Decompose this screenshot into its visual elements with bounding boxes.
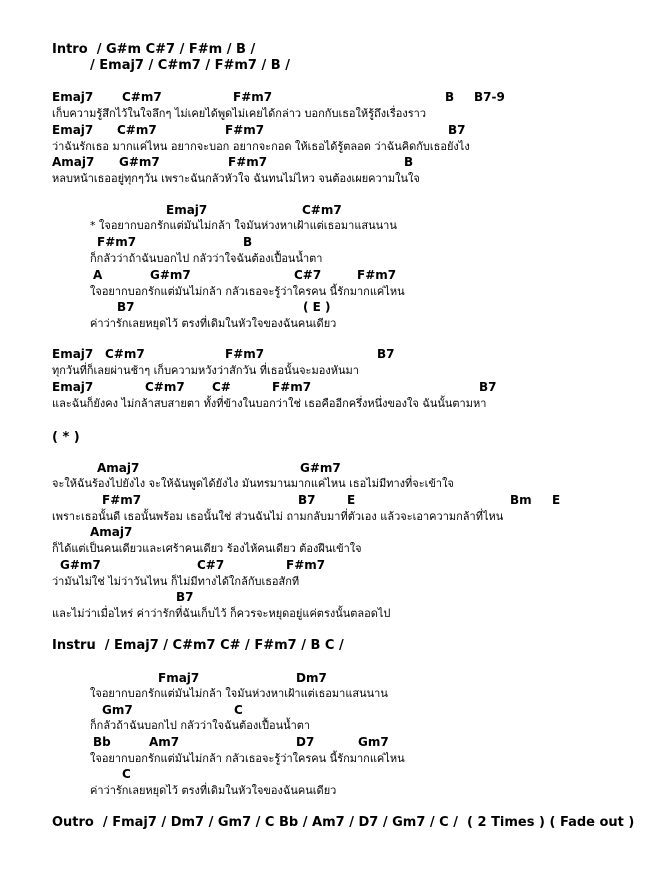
chord-line bbox=[0, 591, 666, 605]
lyric-line: ใจอยากบอกรักแต่มันไม่กล้า ใจมันห่วงหาเฝ้าแต่เธอมาแสนนาน bbox=[90, 687, 388, 700]
chord: Emaj7 bbox=[52, 123, 94, 137]
chord: F#m7 bbox=[357, 268, 397, 282]
chord-line bbox=[0, 348, 666, 362]
chord: Emaj7 bbox=[52, 90, 94, 104]
chord: B bbox=[445, 90, 455, 104]
chord-line bbox=[0, 768, 666, 782]
chord: B7 bbox=[479, 380, 497, 394]
chord: D7 bbox=[296, 735, 315, 749]
chord: Emaj7 bbox=[166, 203, 208, 217]
chord: C#7 bbox=[294, 268, 322, 282]
lyric-line: ก็กลัวถ้าฉันบอกไป กลัวว่าใจฉันต้องเปื้อนน้ำตา bbox=[90, 719, 311, 732]
lyric-line: และฉันก็ยังคง ไม่กล้าสบสายตา ทั้งที่ข้างในบอกว่าใช่ เธอคืออีกครึ่งหนึ่งของใจ ฉันนั้นตามหา bbox=[52, 397, 487, 410]
chord-line bbox=[0, 124, 666, 138]
chord: B bbox=[404, 155, 414, 169]
chord-line bbox=[0, 91, 666, 105]
chord: C bbox=[122, 767, 131, 781]
chord-line bbox=[0, 301, 666, 315]
chord: C#m7 bbox=[302, 203, 342, 217]
chord: Bm bbox=[510, 493, 532, 507]
chord-line bbox=[0, 269, 666, 283]
chord: F#m7 bbox=[228, 155, 268, 169]
chord: Am7 bbox=[149, 735, 180, 749]
lyric-line: ทุกวันที่ก็เลยผ่านช้าๆ เก็บความหวังว่าสักวัน ที่เธอนั้นจะมองหันมา bbox=[52, 364, 359, 377]
chord-line bbox=[0, 672, 666, 686]
chord: Emaj7 bbox=[52, 380, 94, 394]
chord-line bbox=[0, 236, 666, 250]
chord: G#m7 bbox=[300, 461, 341, 475]
chord-line bbox=[0, 494, 666, 508]
chord: G#m7 bbox=[60, 558, 101, 572]
chord: F#m7 bbox=[272, 380, 312, 394]
chord: Amaj7 bbox=[52, 155, 95, 169]
chord: Gm7 bbox=[358, 735, 389, 749]
chord-line bbox=[0, 704, 666, 718]
chord: Fmaj7 bbox=[158, 671, 200, 685]
intro-line-2: / Emaj7 / C#m7 / F#m7 / B / bbox=[90, 58, 290, 73]
lyric-line: ว่ามันไม่ใช่ ไม่ว่าวันไหน ก็ไม่มีทางได้ใกล้กับเธอสักที bbox=[52, 575, 300, 588]
chord: F#m7 bbox=[225, 347, 265, 361]
lyric-line: เพราะเธอนั้นดี เธอนั้นพร้อม เธอนั้นใช่ ส่วนฉันไม่ ถามกลับมาที่ตัวเอง แล้วจะเอาความกล้าที่ไหน bbox=[52, 510, 504, 523]
chord-line bbox=[0, 156, 666, 170]
chord: C bbox=[234, 703, 243, 717]
chord: F#m7 bbox=[97, 235, 137, 249]
chord: B7-9 bbox=[474, 90, 505, 104]
chord: B7 bbox=[377, 347, 395, 361]
chord: F#m7 bbox=[225, 123, 265, 137]
chord: E bbox=[347, 493, 356, 507]
chord: G#m7 bbox=[150, 268, 191, 282]
chord-line bbox=[0, 462, 666, 476]
chord: Amaj7 bbox=[97, 461, 140, 475]
chord-line bbox=[0, 736, 666, 750]
lyric-line: * ใจอยากบอกรักแต่มันไม่กล้า ใจมันห่วงหาเฝ้าแต่เธอมาแสนนาน bbox=[90, 219, 397, 232]
chord: F#m7 bbox=[102, 493, 142, 507]
lyric-line: ใจอยากบอกรักแต่มันไม่กล้า กลัวเธอจะรู้ว่าใครคน นี้รักมากแค่ไหน bbox=[90, 752, 405, 765]
chord: C# bbox=[212, 380, 231, 394]
chord: Gm7 bbox=[102, 703, 133, 717]
lyric-line: ค่าว่ารักเลยหยุดไว้ ตรงที่เดิมในหัวใจของฉันคนเดียว bbox=[90, 784, 337, 797]
chord: F#m7 bbox=[233, 90, 273, 104]
chord-line bbox=[0, 526, 666, 540]
chord: C#m7 bbox=[122, 90, 162, 104]
lyric-line: ว่าฉันรักเธอ มากแค่ไหน อยากจะบอก อยากจะกอด ให้เธอได้รู้ตลอด ว่าฉันคิดกับเธอยังไง bbox=[52, 140, 470, 153]
lyric-line: จะให้ฉันร้องไปยังไง จะให้ฉันพูดได้ยังไง มันทรมานมากแค่ไหน เธอไม่มีทางที่จะเข้าใจ bbox=[52, 477, 454, 490]
chord: B7 bbox=[117, 300, 135, 314]
chord: C#7 bbox=[197, 558, 225, 572]
lyric-line: ก็กลัวว่าถ้าฉันบอกไป กลัวว่าใจฉันต้องเปื้อนน้ำตา bbox=[90, 252, 323, 265]
instru-line: Instru / Emaj7 / C#m7 C# / F#m7 / B C / bbox=[52, 638, 344, 653]
chord-line bbox=[0, 204, 666, 218]
chord: B7 bbox=[176, 590, 194, 604]
outro-line: Outro / Fmaj7 / Dm7 / Gm7 / C Bb / Am7 / D7 / Gm7 / C / ( 2 Times ) ( Fade out ) bbox=[52, 815, 635, 830]
chord: C#m7 bbox=[117, 123, 157, 137]
chord: C#m7 bbox=[145, 380, 185, 394]
chord: Emaj7 bbox=[52, 347, 94, 361]
chord-line bbox=[0, 381, 666, 395]
chord: F#m7 bbox=[286, 558, 326, 572]
chord: ( E ) bbox=[303, 300, 331, 314]
chord: B7 bbox=[298, 493, 316, 507]
chord: E bbox=[552, 493, 561, 507]
intro-line-1: Intro / G#m C#7 / F#m / B / bbox=[52, 42, 256, 57]
lyric-line: ใจอยากบอกรักแต่มันไม่กล้า กลัวเธอจะรู้ว่าใครคน นี้รักมากแค่ไหน bbox=[90, 285, 405, 298]
lyric-line: ค่าว่ารักเลยหยุดไว้ ตรงที่เดิมในหัวใจของฉันคนเดียว bbox=[90, 317, 337, 330]
chord: A bbox=[93, 268, 103, 282]
chord: Amaj7 bbox=[90, 525, 133, 539]
lyric-line: เก็บความรู้สึกไว้ในใจลึกๆ ไม่เคยได้พูดไม่เคยได้กล่าว บอกกับเธอให้รู้ถึงเรื่องราว bbox=[52, 107, 426, 120]
chord-line bbox=[0, 559, 666, 573]
chord: C#m7 bbox=[105, 347, 145, 361]
chord: B bbox=[243, 235, 253, 249]
chord: G#m7 bbox=[119, 155, 160, 169]
chord: B7 bbox=[448, 123, 466, 137]
lyric-line: และไม่ว่าเมื่อไหร่ ค่าว่ารักที่ฉันเก็บไว้ ก็ควรจะหยุดอยู่แค่ตรงนั้นตลอดไป bbox=[52, 607, 391, 620]
chord: Dm7 bbox=[296, 671, 327, 685]
chord: Bb bbox=[93, 735, 111, 749]
lyric-line: หลบหน้าเธออยู่ทุกๆวัน เพราะฉันกลัวหัวใจ ฉันทนไม่ไหว จนต้องเผยความในใจ bbox=[52, 172, 420, 185]
lyric-line: ก็ได้แต่เป็นคนเดียวและเศร้าคนเดียว ร้องไห้คนเดียว ต้องฝืนเข้าใจ bbox=[52, 542, 362, 555]
repeat-chorus-mark: ( * ) bbox=[52, 430, 80, 445]
